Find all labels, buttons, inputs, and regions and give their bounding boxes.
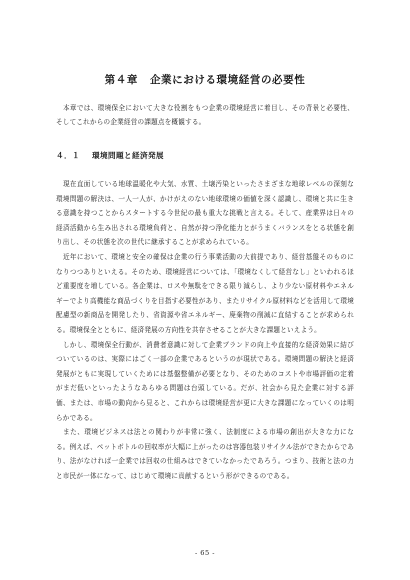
chapter-intro: 本章では、環境保全において大きな役割をもつ企業の環境経営に着目し、その背景と必要性、そしてこれからの企業経営の課題点を概観する。 (56, 104, 354, 127)
chapter-title-text: 企業における環境経営の必要性 (149, 74, 306, 86)
body-paragraph: 現在直面している地球温暖化や大気、水質、土壌汚染といったさまざまな地球レベルの深刻な環境問題の解決は、一人一人が、かけがえのない地球環境の価値を深く認識し、環境と共に生きる意識を持つことからスタートする今世紀の最も重大な挑戦と言える。そして、産業界は日々の経済活動から生み出される環境負荷と、自然が持つ浄化能力とがうまくバランスをとる状態を創り出し、その状態を次の世代に継承することが求められている。 (56, 180, 354, 247)
chapter-title (0, 72, 410, 87)
section-number: ４．１ (56, 151, 80, 160)
body-paragraph: しかし、環境保全行動が、消費者意識に対して企業ブランドの向上や直接的な経済効果に結びついているのは、実際にはごく一部の企業であるというのが現状である。環境問題の解決と経済発展がともに実現していくためには基盤整備が必要となり、そのためのコストや市場評価の定着がまだ低いといったようなあらゆる問題は台頭している。だが、社会から見た企業に対する評価、または、市場の動向から見ると、これからは環境経営が更に大きな課題になっていくのは明らかである。 (56, 340, 354, 422)
section-heading (56, 150, 354, 161)
body-paragraph: 近年において、環境と安全の確保は企業の行う事業活動の大前提であり、経営基盤そのものになりつつありといえる。そのため、環境経営については、「環境なくして経営なし」といわれるほど重要度を増している。各企業は、ロスや無駄をできる限り減らし、より少ない原材料やエネルギーでより高機能な商品づくりを目指す必要性があり、またリサイクル原材料などを活用して環境配慮型の新商品を開発したり、省資源や省エネルギー、廃棄物の削減に直結することが求められる。環境保全とともに、経済発展の方向性を共存させることが大きな課題といえよう。 (56, 252, 354, 334)
section-body (56, 177, 354, 483)
chapter-number: 第４章 (104, 74, 138, 86)
body-paragraph: また、環境ビジネスは法との関わりが非常に強く、法制度による市場の創出が大きな力になる。例えば、ペットボトルの回収率が大幅に上がったのは容器包装リサイクル法ができたからであり、法がなければ一企業では回収の仕組みはできていなかったであろう。つまり、技術と法の力と市民が一体になって、はじめて環境に貢献するという形ができるのである。 (56, 428, 354, 480)
page-number: - 65 - (194, 549, 216, 557)
section-title-text: 環境問題と経済発展 (91, 151, 164, 160)
